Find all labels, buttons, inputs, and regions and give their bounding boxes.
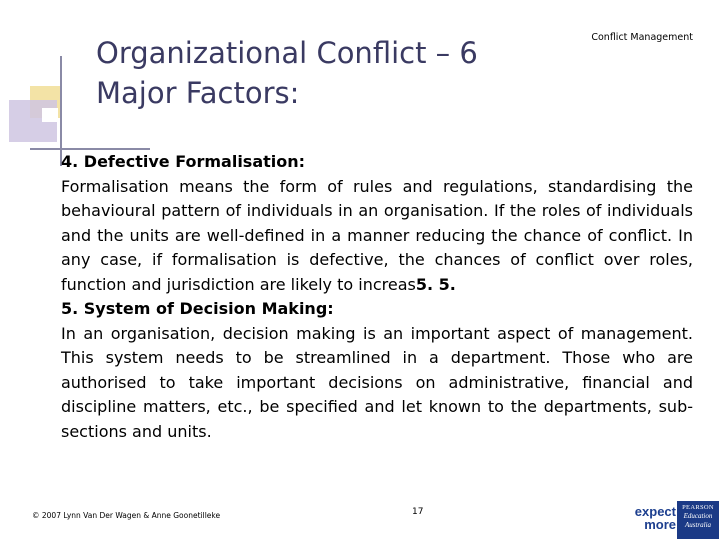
expect-more-logo <box>624 505 676 531</box>
slide-body <box>61 150 693 444</box>
section-4-trailing-number: 5. 5. <box>415 274 456 294</box>
expect-logo-line-2: more <box>644 517 676 532</box>
pearson-logo-line-3: Australia <box>684 521 712 529</box>
pearson-logo-line-1: PEARSON <box>682 504 714 511</box>
slide-title <box>96 33 566 113</box>
section-5-paragraph: In an organisation, decision making is an important aspect of management. This system needs to be streamlined in a department. Those who are authorised to take important decisions on administrative, financial and discipline matters, etc., be specified and let known to the departments, sub-sections and units. <box>61 323 693 441</box>
pearson-logo-line-2: Education <box>683 512 713 520</box>
page-number: 17 <box>412 507 424 517</box>
header-label: Conflict Management <box>591 32 693 43</box>
section-4-heading: 4. Defective Formalisation: <box>61 152 306 171</box>
pearson-logo <box>677 501 719 539</box>
section-4-paragraph <box>61 175 693 298</box>
decorative-white-square <box>42 108 58 122</box>
footer-copyright: © 2007 Lynn Van Der Wagen & Anne Goonetilleke <box>32 511 221 520</box>
slide-title-line-2: Major Factors: <box>96 76 300 110</box>
expect-logo-line-1: expect <box>634 504 676 519</box>
section-4-text: Formalisation means the form of rules and regulations, standardising the behavioural pattern of individuals in an organisation. If the roles of individuals and the units are well-defined in a manner reducing the chance of conflict. In any case, if formalisation is defective, the chances of conflict over roles, function and jurisdiction are likely to increas <box>61 176 693 294</box>
section-5-heading: 5. System of Decision Making: <box>61 299 334 318</box>
slide-title-line-1: Organizational Conflict – 6 <box>96 36 478 70</box>
